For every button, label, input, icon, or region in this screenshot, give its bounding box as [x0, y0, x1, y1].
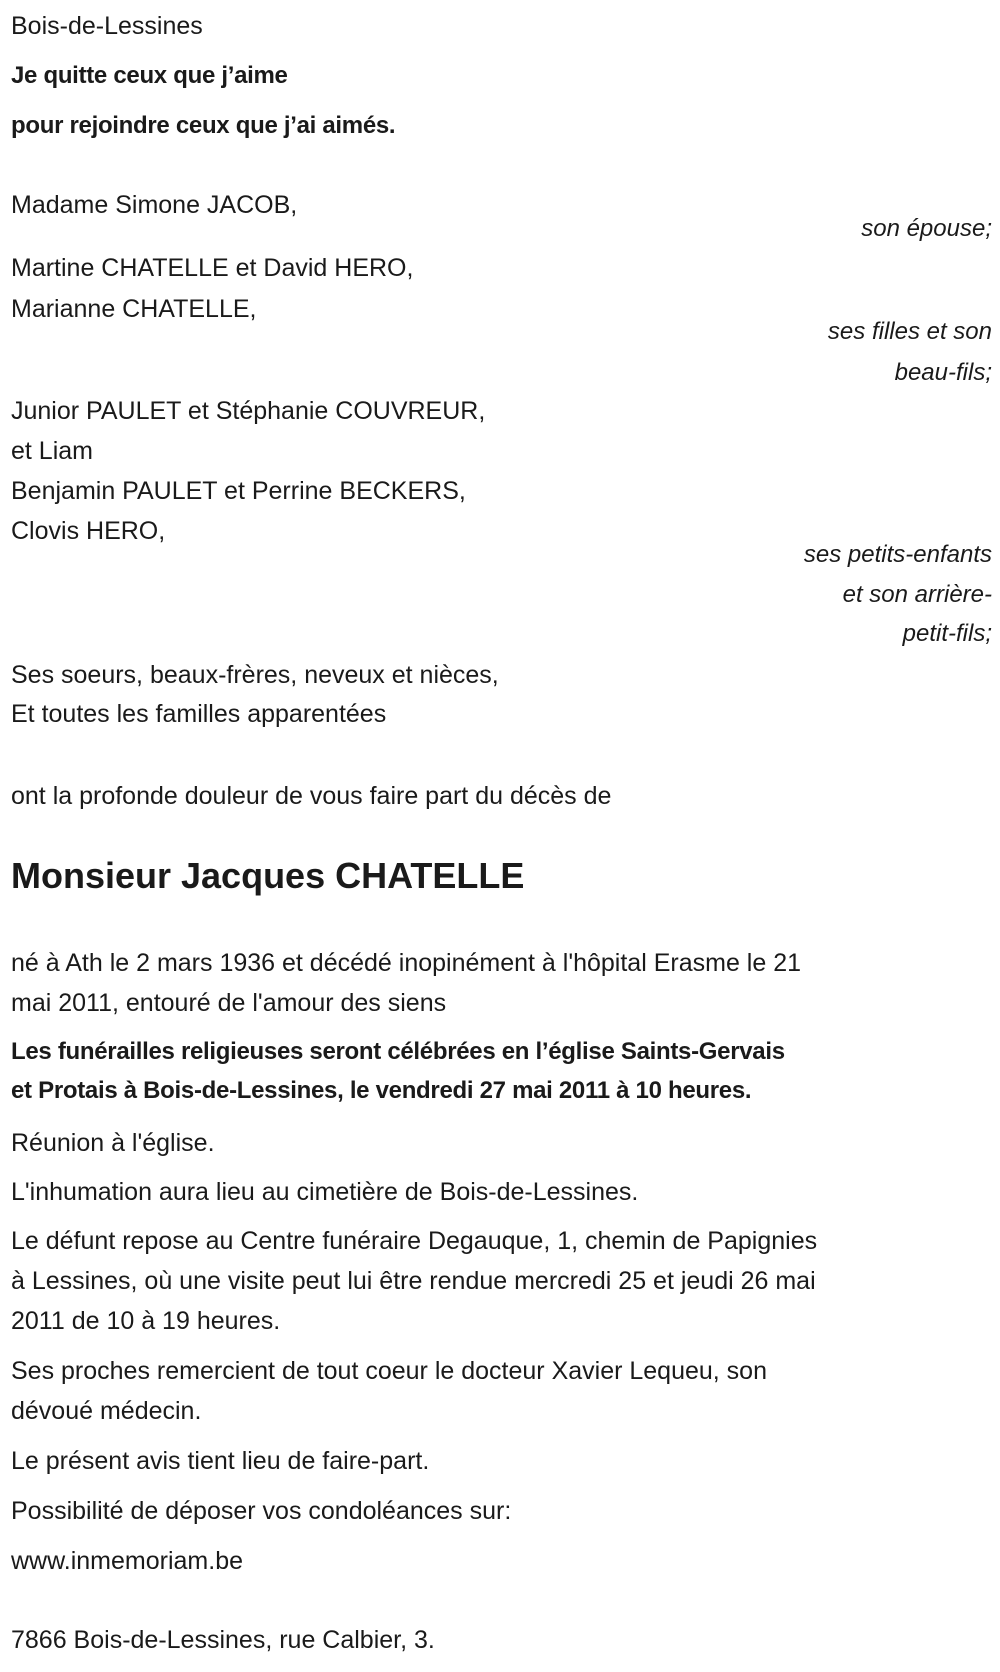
thanks: Ses proches remercient de tout coeur le docteur Xavier Lequeu, son — [11, 1357, 767, 1385]
funeral-info: Les funérailles religieuses seront célébrées en l’église Saints-Gervais — [11, 1038, 785, 1065]
burial-info: L'inhumation aura lieu au cimetière de Bois-de-Lessines. — [11, 1178, 639, 1206]
website-link[interactable]: www.inmemoriam.be — [11, 1547, 244, 1575]
spouse-role: son épouse; — [861, 215, 992, 242]
notice: Le présent avis tient lieu de faire-part. — [11, 1447, 430, 1475]
thanks: dévoué médecin. — [11, 1397, 202, 1425]
place-header: Bois-de-Lessines — [11, 12, 203, 40]
other-relatives: Et toutes les familles apparentées — [11, 700, 387, 728]
grandchildren-role: et son arrière- — [842, 581, 992, 608]
grandchild-name: Junior PAULET et Stéphanie COUVREUR, — [11, 397, 486, 425]
birth-death: mai 2011, entouré de l'amour des siens — [11, 989, 447, 1017]
visit-info: 2011 de 10 à 19 heures. — [11, 1307, 281, 1335]
visit-info: Le défunt repose au Centre funéraire Degauque, 1, chemin de Papignies — [11, 1227, 818, 1255]
grandchildren-role: ses petits-enfants — [803, 541, 992, 568]
announcement: ont la profonde douleur de vous faire part du décès de — [11, 782, 612, 810]
daughters-role: ses filles et son — [827, 318, 992, 345]
daughter-name: Marianne CHATELLE, — [11, 295, 257, 323]
grandchildren-role: petit-fils; — [902, 620, 992, 647]
meeting-info: Réunion à l'église. — [11, 1129, 215, 1157]
condolences: Possibilité de déposer vos condoléances sur: — [11, 1497, 512, 1525]
deceased-name: Monsieur Jacques CHATELLE — [11, 855, 525, 896]
spouse-name: Madame Simone JACOB, — [11, 191, 298, 219]
birth-death: né à Ath le 2 mars 1936 et décédé inopinément à l'hôpital Erasme le 21 — [11, 949, 802, 977]
funeral-info: et Protais à Bois-de-Lessines, le vendredi 27 mai 2011 à 10 heures. — [11, 1077, 752, 1104]
quote-line-1: Je quitte ceux que j’aime — [11, 62, 288, 89]
grandchild-name: et Liam — [11, 437, 93, 465]
daughters-role: beau-fils; — [894, 359, 992, 386]
grandchild-name: Benjamin PAULET et Perrine BECKERS, — [11, 477, 466, 505]
grandchild-name: Clovis HERO, — [11, 517, 166, 545]
address: 7866 Bois-de-Lessines, rue Calbier, 3. — [11, 1626, 435, 1654]
daughter-name: Martine CHATELLE et David HERO, — [11, 254, 414, 282]
other-relatives: Ses soeurs, beaux-frères, neveux et nièces, — [11, 661, 499, 689]
visit-info: à Lessines, où une visite peut lui être rendue mercredi 25 et jeudi 26 mai — [11, 1267, 816, 1295]
quote-line-2: pour rejoindre ceux que j’ai aimés. — [11, 112, 396, 139]
